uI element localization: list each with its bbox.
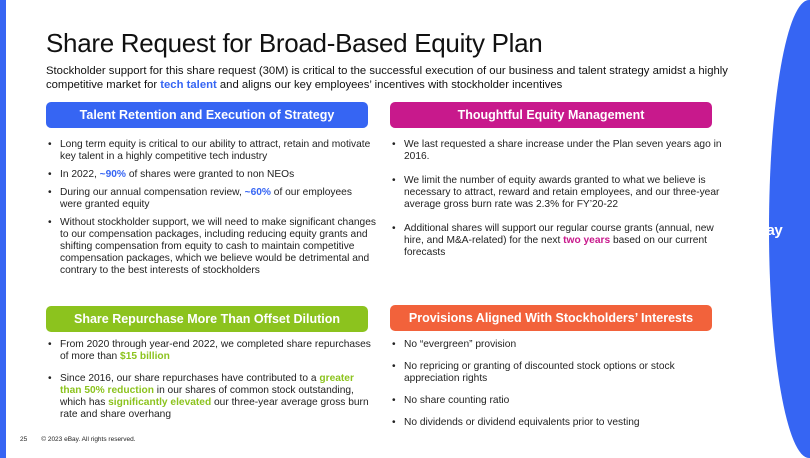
bullet-text: In 2022, <box>60 169 100 180</box>
bullet-text: From 2020 through year-end 2022, we completed share repurchases of more than <box>60 339 371 362</box>
bullet-text: in our shares of common stock outstanding, which has <box>60 385 354 408</box>
list-item <box>390 395 725 407</box>
bullet-text: Long term equity is critical to our ability to attract, retain and motivate key talent in a highly competitive tech industry <box>60 139 371 162</box>
bullet-text: our three-year average gross burn rate and share overhang <box>60 397 369 420</box>
slide-title: Share Request for Broad-Based Equity Plan <box>46 28 543 58</box>
bullet-text: We last requested a share increase under the Plan seven years ago in 2016. <box>404 139 722 162</box>
list-item <box>46 339 376 363</box>
slide-subtitle <box>46 65 746 92</box>
copyright: © 2023 eBay. All rights reserved. <box>41 436 136 443</box>
bullet-emphasis: ~90% <box>99 169 126 180</box>
bullet-text: No repricing or granting of discounted stock options or stock appreciation rights <box>404 361 675 384</box>
bullet-text: No dividends or dividend equivalents prior to vesting <box>404 417 640 428</box>
list-item <box>390 417 725 429</box>
thoughtful-bullet-list <box>390 139 725 259</box>
subtitle-highlight: tech talent <box>160 78 217 91</box>
list-item <box>46 169 376 181</box>
list-item <box>46 139 376 163</box>
list-item <box>390 223 725 259</box>
bullet-text: of shares were granted to non NEOs <box>126 169 295 180</box>
thoughtful-section-header: Thoughtful Equity Management <box>390 102 712 128</box>
subtitle-text-2: and aligns our key employees’ incentives with stockholder incentives <box>216 78 563 91</box>
slide-footer <box>20 436 136 443</box>
bullet-text: of our employees were granted equity <box>60 187 352 210</box>
left-accent-bar <box>0 0 6 458</box>
list-item <box>46 217 376 277</box>
list-item <box>390 139 725 163</box>
talent-bullet-list <box>46 139 376 277</box>
list-item <box>46 373 376 421</box>
bullet-emphasis: $15 billion <box>120 351 170 362</box>
subtitle-text-1: Stockholder support for this share request (30M) is critical to the successful execution of our business and talent strategy amidst a highly competitive market for <box>46 65 728 91</box>
bullet-text: Since 2016, our share repurchases have contributed to a <box>60 373 320 384</box>
bullet-emphasis: two years <box>563 235 611 246</box>
talent-section-header: Talent Retention and Execution of Strategy <box>46 102 368 128</box>
list-item <box>46 187 376 211</box>
bullet-text: No “evergreen” provision <box>404 339 517 350</box>
list-item <box>390 339 725 351</box>
list-item <box>390 175 725 211</box>
repurchase-bullet-list <box>46 339 376 421</box>
bullet-text: based on our current forecasts <box>404 235 707 258</box>
list-item <box>390 361 725 385</box>
ebay-logo: ebay <box>750 222 783 239</box>
bullet-text: We limit the number of equity awards granted to what we believe is necessary to attract, reward and retain employees, and our three-year average gross burn rate was 2.3% for FY’20-22 <box>404 175 720 210</box>
repurchase-section-header: Share Repurchase More Than Offset Dilution <box>46 306 368 332</box>
bullet-text: Without stockholder support, we will need to make significant changes to our compensation packages, including reducing equity grants and shifting compensation from equity to cash to maintain competitive compensation packages, which we believe would be detrimental and contrary to the best interests of stockholders <box>60 217 376 276</box>
bullet-text: Additional shares will support our regular course grants (annual, new hire, and M&A-related) for the next <box>404 223 714 246</box>
provisions-bullet-list <box>390 339 725 429</box>
provisions-section-header: Provisions Aligned With Stockholders’ Interests <box>390 305 712 331</box>
bullet-text: During our annual compensation review, <box>60 187 245 198</box>
bullet-emphasis: ~60% <box>244 187 271 198</box>
page-number: 25 <box>20 436 28 443</box>
bullet-emphasis: significantly elevated <box>108 397 212 408</box>
bullet-text: No share counting ratio <box>404 395 510 406</box>
bullet-emphasis: greater than 50% reduction <box>60 373 354 396</box>
